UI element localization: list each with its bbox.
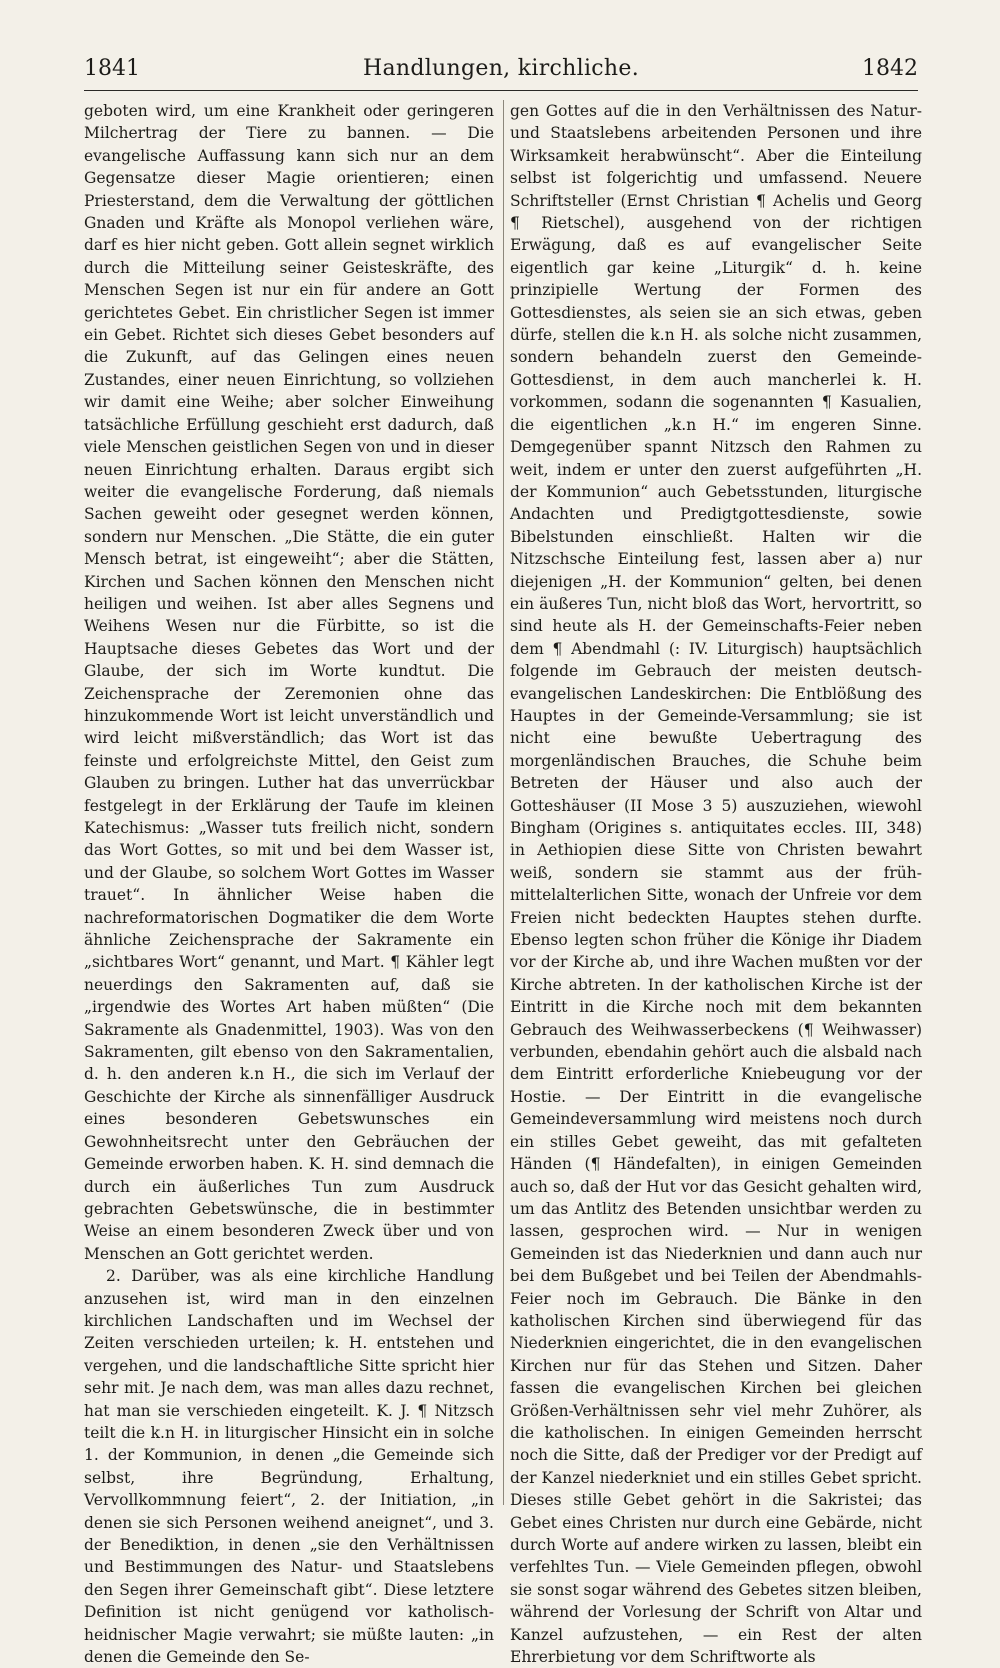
- right-column: [510, 100, 922, 1667]
- page-number-right: 1842: [862, 56, 918, 81]
- left-column: [84, 100, 494, 1667]
- left-column-paragraph-1: geboten wird, um eine Krankheit oder geringeren Milchertrag der Tiere zu bannen. — Die evangelische Auffassung kann sich nur an dem Gegensatze dieser Magie orientieren; einen Priesterstand, dem die Verwaltung der göttlichen Gnaden und Kräfte als Monopol verliehen wäre, darf es hier nicht geben. Gott allein segnet wirklich durch die Mitteilung seiner Geisteskräfte, des Menschen Segen ist nur ein für andere an Gott gerichtetes Gebet. Ein christlicher Segen ist immer ein Gebet. Richtet sich dieses Gebet besonders auf die Zukunft, auf das Gelingen eines neuen Zustandes, einer neuen Einrichtung, so vollziehen wir damit eine Weihe; aber solcher Einweihung tatsächliche Erfüllung geschieht erst dadurch, daß viele Menschen geistlichen Segen von und in dieser neuen Einrichtung erhalten. Daraus ergibt sich weiter die evangelische Forderung, daß niemals Sachen geweiht oder gesegnet werden können, sondern nur Menschen. „Die Stätte, die ein guter Mensch betrat, ist eingeweiht“; aber die Stätten, Kirchen und Sachen können den Menschen nicht heiligen und weihen. Ist aber alles Segnens und Weihens Wesen nur die Fürbitte, so ist die Hauptsache dieses Gebetes das Wort und der Glaube, der sich im Worte kundtut. Die Zeichensprache der Zeremonien ohne das hinzukommende Wort ist leicht unverständlich und wird leicht mißverständlich; das Wort ist das feinste und erfolgreichste Mittel, den Geist zum Glauben zu bringen. Luther hat das unverrückbar festgelegt in der Erklärung der Taufe im kleinen Katechismus: „Wasser tuts freilich nicht, sondern das Wort Gottes, so mit und bei dem Wasser ist, und der Glaube, so solchem Wort Gottes im Wasser trauet“. In ähnlicher Weise haben die nachreformatorischen Dogmatiker die dem Worte ähnliche Zeichensprache der Sakramente ein „sichtbares Wort“ genannt, und Mart. ¶ Kähler legt neuerdings den Sakramenten auf, daß sie „irgendwie des Wortes Art haben müßten“ (Die Sakramente als Gnadenmittel, 1903). Was von den Sakramenten, gilt ebenso von den Sakramentalien, d. h. den anderen k.n H., die sich im Verlauf der Geschichte der Kirche als sinnenfälliger Ausdruck eines besonderen Gebetswunsches ein Gewohnheitsrecht unter den Gebräuchen der Gemeinde erworben haben. K. H. sind demnach die durch ein äußerliches Tun zum Ausdruck gebrachten Gebetswünsche, die in bestimmter Weise an einem besonderen Zweck über und von Menschen an Gott gerichtet werden.: [84, 102, 494, 1263]
- running-header: [84, 50, 918, 91]
- page-number-left: 1841: [84, 56, 140, 81]
- column-divider: [503, 100, 504, 1505]
- right-column-paragraph: gen Gottes auf die in den Verhältnissen des Natur- und Staatslebens arbeitenden Personen und ihre Wirksamkeit herabwünscht“. Aber die Einteilung selbst ist folgerichtig und umfassend. Neuere Schriftsteller (Ernst Christian ¶ Achelis und Georg ¶ Rietschel), ausgehend von der richtigen Erwägung, daß es auf evangelischer Seite eigentlich gar keine „Liturgik“ d. h. keine prinzipielle Wertung der Formen des Gottesdienstes, als seien sie an sich etwas, geben dürfe, stellen die k.n H. als solche nicht zusammen, sondern behandeln zuerst den Gemeinde-Gottesdienst, in dem auch mancherlei k. H. vorkommen, sodann die sogenannten ¶ Kasualien, die eigentlichen „k.n H.“ im engeren Sinne. Demgegenüber spannt Nitzsch den Rahmen zu weit, indem er unter den zuerst aufgeführten „H. der Kommunion“ auch Gebetsstunden, liturgische Andachten und Predigtgottesdienste, sowie Bibelstunden einschließt. Halten wir die Nitzschsche Einteilung fest, lassen aber a) nur diejenigen „H. der Kommunion“ gelten, bei denen ein äußeres Tun, nicht bloß das Wort, hervortritt, so sind heute als H. der Gemeinschafts-Feier neben dem ¶ Abendmahl (: IV. Liturgisch) hauptsächlich folgende im Gebrauch der meisten deutsch-evangelischen Landeskirchen: Die Entblößung des Hauptes in der Gemeinde-Versammlung; sie ist nicht eine bewußte Uebertragung des morgenländischen Brauches, die Schuhe beim Betreten der Häuser und also auch der Gotteshäuser (II Mose 3 5) auszuziehen, wiewohl Bingham (Origines s. antiquitates eccles. III, 348) in Aethiopien diese Sitte von Christen bewahrt weiß, sondern sie stammt aus der früh-mittelalterlichen Sitte, wonach der Unfreie vor dem Freien nicht bedeckten Hauptes stehen durfte. Ebenso legten schon früher die Könige ihr Diadem vor der Kirche ab, und ihre Wachen mußten vor der Kirche abtreten. In der katholischen Kirche ist der Eintritt in die Kirche noch mit dem bekannten Gebrauch des Weihwasserbeckens (¶ Weihwasser) verbunden, ebendahin gehört auch die alsbald nach dem Eintritt erforderliche Kniebeugung vor der Hostie. — Der Eintritt in die evangelische Gemeindeversammlung wird meistens noch durch ein stilles Gebet geweiht, das mit gefalteten Händen (¶ Händefalten), in einigen Gemeinden auch so, daß der Hut vor das Gesicht gehalten wird, um das Antlitz des Betenden unsichtbar werden zu lassen, gesprochen wird. — Nur in wenigen Gemeinden ist das Niederknien und dann auch nur bei dem Bußgebet und bei Teilen der Abendmahls-Feier noch im Gebrauch. Die Bänke in den katholischen Kirchen sind überwiegend für das Niederknien eingerichtet, die in den evangelischen Kirchen nur für das Stehen und Sitzen. Daher fassen die evangelischen Kirchen bei gleichen Größen-Verhältnissen sehr viel mehr Zuhörer, als die katholischen. In einigen Gemeinden herrscht noch die Sitte, daß der Prediger vor der Predigt auf der Kanzel niederkniet und ein stilles Gebet spricht. Dieses stille Gebet gehört in die Sakristei; das Gebet eines Christen nur durch eine Gebärde, nicht durch Worte auf andere wirken zu lassen, bleibt ein verfehltes Tun. — Viele Gemeinden pflegen, obwohl sie sonst sogar während des Gebetes sitzen bleiben, während der Vorlesung der Schrift von Altar und Kanzel aufzustehen, — ein Rest der alten Ehrerbietung vor dem Schriftworte als: [510, 102, 922, 1667]
- left-column-paragraph-2: 2. Darüber, was als eine kirchliche Handlung anzusehen ist, wird man in den einzelnen kirchlichen Landschaften und im Wechsel der Zeiten verschieden urteilen; k. H. entstehen und vergehen, und die landschaftliche Sitte spricht hier sehr mit. Je nach dem, was man alles dazu rechnet, hat man sie verschieden eingeteilt. K. J. ¶ Nitzsch teilt die k.n H. in liturgischer Hinsicht ein in solche 1. der Kommunion, in denen „die Gemeinde sich selbst, ihre Begründung, Erhaltung, Vervollkommnung feiert“, 2. der Initiation, „in denen sie sich Personen weihend aneignet“, und 3. der Benediktion, in denen „sie den Verhältnissen und Bestimmungen des Natur- und Staatslebens den Segen ihrer Gemeinschaft gibt“. Diese letztere Definition ist nicht genügend vor katholisch-heidnischer Magie verwahrt; sie müßte lauten: „in denen die Gemeinde den Se-: [84, 1267, 494, 1667]
- running-title: Handlungen, kirchliche.: [362, 56, 640, 81]
